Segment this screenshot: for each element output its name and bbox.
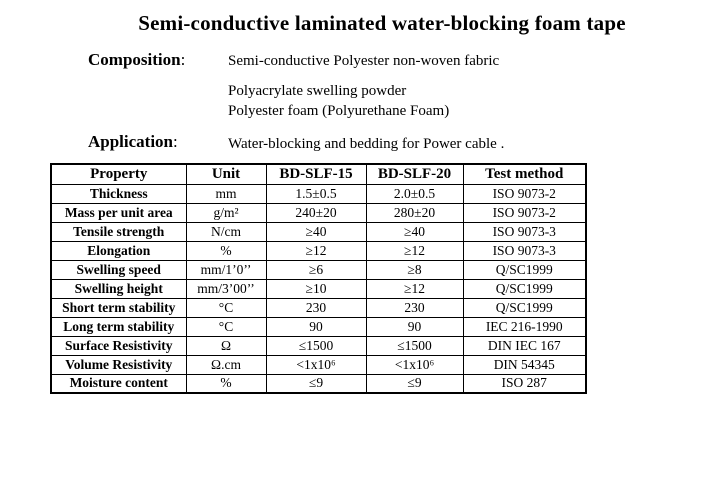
composition-line-2: Polyacrylate swelling powder [228,83,407,99]
property-cell: Surface Resistivity [51,336,186,355]
test-method-cell: ISO 9073-2 [463,184,586,203]
value-cell-bdslf15: 240±20 [266,203,366,222]
value-cell-bdslf15: ≥12 [266,241,366,260]
property-cell: Moisture content [51,374,186,393]
table-row [51,336,586,355]
value-cell-bdslf15: ≤1500 [266,336,366,355]
value-cell-bdslf20: ≤9 [366,374,463,393]
property-cell: Thickness [51,184,186,203]
table-row [51,184,586,203]
table-row [51,222,586,241]
property-cell: Swelling height [51,279,186,298]
property-cell: Mass per unit area [51,203,186,222]
property-cell: Short term stability [51,298,186,317]
unit-cell: g/m² [186,203,266,222]
test-method-cell: Q/SC1999 [463,260,586,279]
unit-cell: Ω [186,336,266,355]
test-method-cell: DIN 54345 [463,355,586,374]
table-row [51,279,586,298]
composition-line-3: Polyester foam (Polyurethane Foam) [228,103,450,119]
value-cell-bdslf15: 230 [266,298,366,317]
test-method-cell: DIN IEC 167 [463,336,586,355]
table-row [51,260,586,279]
application-colon: : [173,132,178,151]
application-label [88,132,178,152]
table-row [51,355,586,374]
value-cell-bdslf15: ≥10 [266,279,366,298]
table-row [51,317,586,336]
value-cell-bdslf20: ≥40 [366,222,463,241]
application-text: Water-blocking and bedding for Power cable . [228,136,505,152]
unit-cell: mm/1’0’’ [186,260,266,279]
header-cell-bdslf15: BD-SLF-15 [266,164,366,184]
test-method-cell: Q/SC1999 [463,298,586,317]
value-cell-bdslf20: 230 [366,298,463,317]
value-cell-bdslf20: 90 [366,317,463,336]
table-row [51,298,586,317]
header-cell-property: Property [51,164,186,184]
unit-cell: Ω.cm [186,355,266,374]
composition-label [88,50,185,70]
page-title: Semi-conductive laminated water-blocking foam tape [138,11,626,35]
table-row [51,374,586,393]
value-cell-bdslf20: ≤1500 [366,336,463,355]
table-row [51,241,586,260]
value-cell-bdslf20: 2.0±0.5 [366,184,463,203]
property-cell: Tensile strength [51,222,186,241]
header-cell-bdslf20: BD-SLF-20 [366,164,463,184]
value-cell-bdslf20: <1x10⁶ [366,355,463,374]
unit-cell: % [186,241,266,260]
value-cell-bdslf15: ≥40 [266,222,366,241]
property-cell: Swelling speed [51,260,186,279]
test-method-cell: ISO 287 [463,374,586,393]
application-label-text: Application [88,132,174,151]
header-cell-test-method: Test method [463,164,586,184]
value-cell-bdslf15: 1.5±0.5 [266,184,366,203]
value-cell-bdslf20: ≥12 [366,279,463,298]
table-row [51,203,586,222]
property-cell: Volume Resistivity [51,355,186,374]
unit-cell: mm/3’00’’ [186,279,266,298]
composition-label-text: Composition [88,50,181,69]
value-cell-bdslf15: ≤9 [266,374,366,393]
test-method-cell: Q/SC1999 [463,279,586,298]
unit-cell: °C [186,317,266,336]
value-cell-bdslf15: 90 [266,317,366,336]
test-method-cell: IEC 216-1990 [463,317,586,336]
spec-table [50,163,587,394]
header-cell-unit: Unit [186,164,266,184]
test-method-cell: ISO 9073-3 [463,222,586,241]
property-cell: Elongation [51,241,186,260]
value-cell-bdslf20: 280±20 [366,203,463,222]
unit-cell: °C [186,298,266,317]
composition-colon: : [180,50,186,69]
value-cell-bdslf15: ≥6 [266,260,366,279]
unit-cell: % [186,374,266,393]
value-cell-bdslf15: <1x10⁶ [266,355,366,374]
table-header-row [51,164,586,184]
composition-line-1: Semi-conductive Polyester non-woven fabric [228,53,500,69]
unit-cell: N/cm [186,222,266,241]
test-method-cell: ISO 9073-3 [463,241,586,260]
property-cell: Long term stability [51,317,186,336]
value-cell-bdslf20: ≥8 [366,260,463,279]
test-method-cell: ISO 9073-2 [463,203,586,222]
value-cell-bdslf20: ≥12 [366,241,463,260]
unit-cell: mm [186,184,266,203]
